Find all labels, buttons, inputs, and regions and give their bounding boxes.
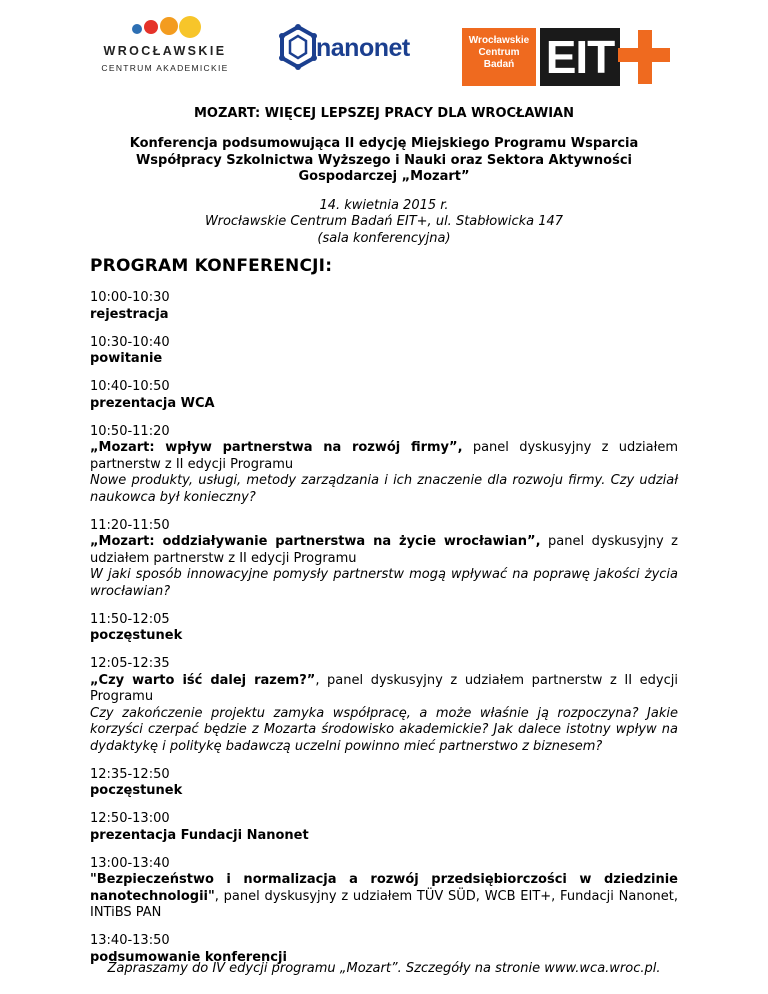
program-heading: PROGRAM KONFERENCJI: (90, 256, 333, 276)
agenda-time: 10:50-11:20 (90, 423, 170, 439)
agenda-suffix: , panel dyskusyjny z udziałem partnerstw z II edycji Programu (90, 672, 678, 704)
footer-invitation: Zapraszamy do IV edycji programu „Mozart”. Szczegóły na stronie www.wca.wroc.pl. (107, 961, 661, 976)
subtitle-line: Konferencja podsumowująca II edycję Miejskiego Programu Wsparcia (129, 136, 639, 151)
nanonet-logo (278, 24, 428, 74)
document-header (60, 106, 708, 247)
agenda-title: prezentacja Fundacji Nanonet (90, 827, 309, 843)
agenda-time: 12:35-12:50 (90, 766, 170, 782)
nanonet-hexagon-icon (278, 24, 318, 70)
agenda-title: „Czy warto iść dalej razem?” (90, 672, 316, 688)
agenda-time: 13:00-13:40 (90, 855, 170, 871)
event-info (60, 198, 708, 248)
wca-logo (100, 14, 230, 80)
agenda-description: Czy zakończenie projektu zamyka współpracę, a może właśnie ją rozpoczyna? Jakie korzyści czerpać będzie z Mozarta środowisko akademickie? Jak dalece istotny wpływ na dydaktykę i politykę badawczą uczelni powinno mieć partnerstwo z biznesem? (90, 705, 678, 754)
agenda-item (90, 811, 678, 844)
wca-logo-subtitle: CENTRUM AKADEMICKIE (101, 63, 229, 73)
agenda-item (90, 379, 678, 412)
eit-logo-box (462, 28, 536, 86)
agenda-title: rejestracja (90, 306, 169, 322)
agenda-item (90, 290, 678, 323)
agenda-time: 11:50-12:05 (90, 611, 170, 627)
agenda-item (90, 518, 678, 601)
agenda-description: Nowe produkty, usługi, metody zarządzania i ich znaczenie dla rozwoju firmy. Czy udział naukowca był konieczny? (90, 473, 678, 505)
subtitle-line: Współpracy Szkolnictwa Wyższego i Nauki oraz Sektora Aktywności (135, 152, 633, 168)
agenda-title: "Bezpieczeństwo i normalizacja a rozwój przedsiębiorczości w dziedzinie nanotechnologii" (90, 872, 678, 904)
agenda-time: 10:30-10:40 (90, 334, 170, 350)
wca-dot (179, 16, 201, 38)
agenda-item (90, 656, 678, 755)
agenda-item (90, 767, 678, 800)
agenda-description: W jaki sposób innowacyjne pomysły partnerstw mogą wpływać na poprawę jakości życia wrocławian? (90, 567, 678, 599)
event-date: 14. kwietnia 2015 r. (319, 197, 449, 213)
wca-dots-icon (132, 16, 202, 38)
wca-dot (132, 24, 142, 34)
wca-dot (144, 20, 158, 34)
agenda-title: poczęstunek (90, 783, 183, 798)
document-title: MOZART: WIĘCEJ LEPSZEJ PRACY DLA WROCŁAWIAN (194, 106, 574, 121)
agenda-title: „Mozart: wpływ partnerstwa na rozwój firmy”, (90, 440, 463, 455)
wca-dot (160, 17, 178, 35)
eit-plus-icon (618, 48, 670, 62)
agenda-suffix: panel dyskusyjny z udziałem partnerstw z II edycji Programu (90, 534, 679, 566)
agenda-suffix: panel dyskusyjny z udziałem partnerstw z II edycji Programu (90, 440, 678, 472)
subtitle-line: Gospodarczej „Mozart” (298, 169, 470, 184)
event-location: Wrocławskie Centrum Badań EIT+, ul. Stabłowicka 147 (204, 214, 564, 229)
agenda-time: 13:40-13:50 (90, 933, 170, 948)
wca-logo-title: WROCŁAWSKIE (103, 44, 227, 58)
agenda-title: powitanie (90, 351, 163, 366)
agenda-title: podsumowanie konferencji (90, 949, 287, 965)
logo-bar (0, 14, 768, 83)
agenda-title: poczęstunek (90, 628, 183, 643)
agenda-title: „Mozart: oddziaływanie partnerstwa na życie wrocławian”, (90, 534, 541, 549)
eit-logo (462, 28, 674, 86)
eit-logo-text: EIT (540, 28, 620, 86)
agenda-time: 12:50-13:00 (90, 811, 170, 826)
event-room: (sala konferencyjna) (317, 230, 451, 246)
eit-box-line: Centrum (478, 47, 520, 58)
agenda-list (90, 290, 678, 978)
eit-box-line: Badań (483, 59, 515, 70)
agenda-item (90, 856, 678, 922)
agenda-title: prezentacja WCA (90, 395, 215, 411)
agenda-item (90, 335, 678, 368)
agenda-time: 10:40-10:50 (90, 379, 170, 394)
agenda-time: 10:00-10:30 (90, 290, 170, 305)
agenda-time: 12:05-12:35 (90, 656, 170, 671)
nanonet-logo-text: nanonet (316, 34, 410, 62)
agenda-item (90, 424, 678, 507)
agenda-time: 11:20-11:50 (90, 517, 170, 533)
document-subtitle (60, 136, 708, 186)
agenda-item (90, 612, 678, 645)
agenda-suffix: , panel dyskusyjny z udziałem TÜV SÜD, WCB EIT+, Fundacji Nanonet, INTiBS PAN (90, 888, 678, 920)
eit-box-line: Wrocławskie (468, 35, 530, 46)
